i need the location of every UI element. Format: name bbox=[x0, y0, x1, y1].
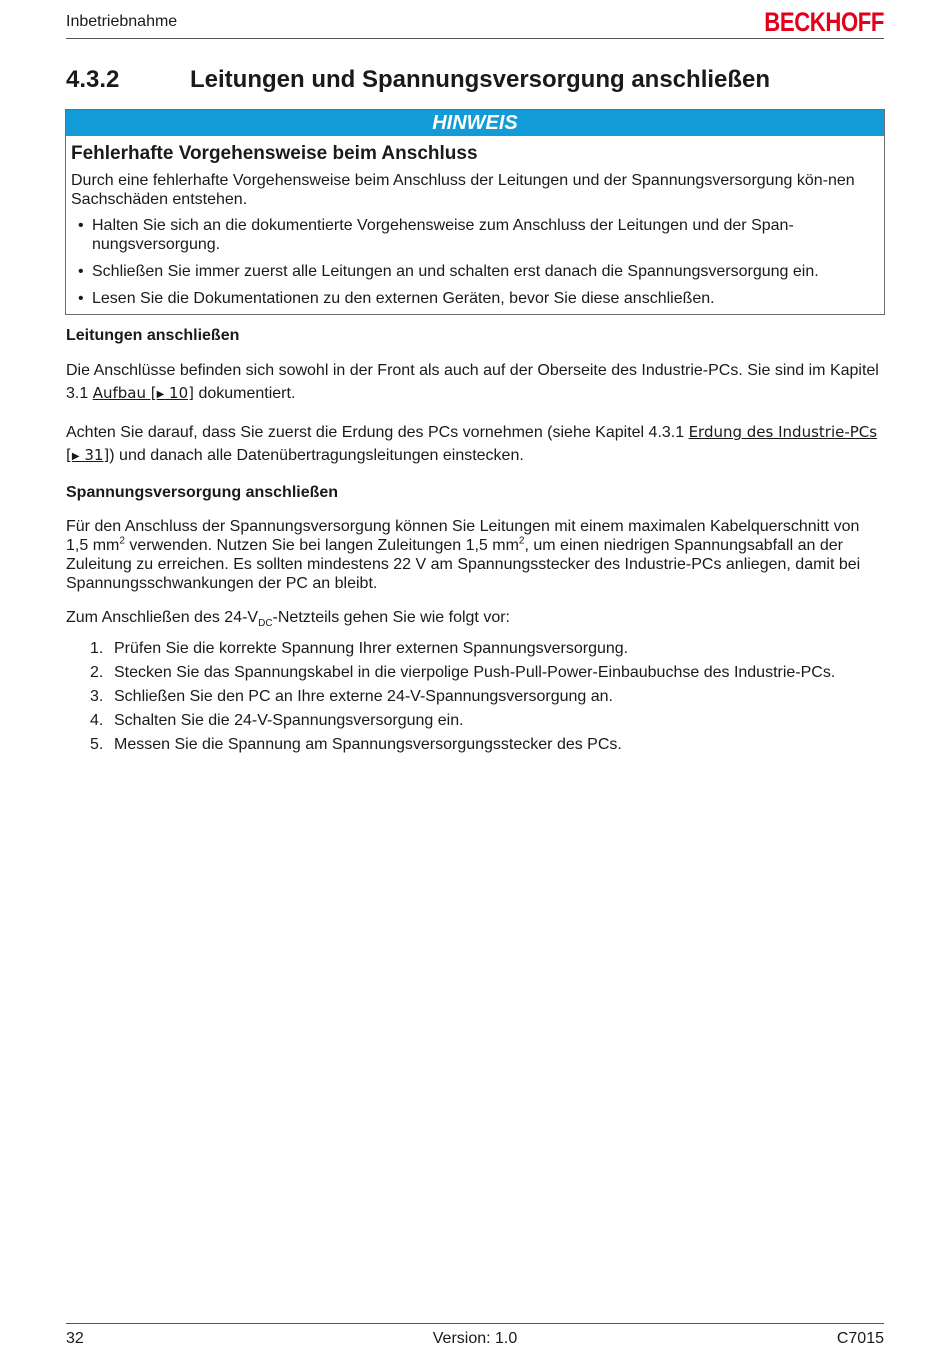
notice-bullet-text: Schließen Sie immer zuerst alle Leitungen an und schalten erst danach die Spannungsversorgung ein. bbox=[92, 263, 819, 280]
notice-list bbox=[71, 216, 879, 308]
step-text: Stecken Sie das Spannungskabel in die vierpolige Push-Pull-Power-Einbaubuchse des Industrie-PCs. bbox=[114, 664, 836, 681]
notice-text: Durch eine fehlerhafte Vorgehensweise beim Anschluss der Leitungen und der Spannungsversorgung kön-nen Sachschäden entstehen. bbox=[71, 172, 855, 208]
link-page[interactable]: 31] bbox=[79, 446, 110, 464]
link-text[interactable]: Erdung des Industrie-PCs [ bbox=[66, 423, 878, 464]
text: -Netzteils gehen Sie wie folgt vor: bbox=[272, 609, 510, 626]
paragraph-anschluesse bbox=[66, 360, 886, 406]
paragraph-intro bbox=[66, 608, 886, 630]
step-item bbox=[66, 639, 886, 658]
steps-list bbox=[66, 639, 886, 754]
bullet-icon: • bbox=[78, 263, 84, 280]
step-item bbox=[66, 687, 886, 706]
step-text: Prüfen Sie die korrekte Spannung Ihrer externen Spannungsversorgung. bbox=[114, 640, 629, 657]
step-number: 5. bbox=[90, 736, 104, 753]
page-number: 32 bbox=[66, 1330, 84, 1347]
link-text[interactable]: Aufbau [ bbox=[92, 384, 157, 402]
bullet-icon: • bbox=[78, 217, 84, 234]
page-footer bbox=[66, 1323, 884, 1354]
step-number: 2. bbox=[90, 664, 104, 681]
document-version: Version: 1.0 bbox=[432, 1330, 518, 1347]
subheading-spannung: Spannungsversorgung anschließen bbox=[66, 484, 339, 501]
triangle-right-icon[interactable]: ▶ bbox=[71, 451, 80, 462]
text: Achten Sie darauf, dass Sie zuerst die Erdung des PCs vornehmen (siehe Kapitel 4.3.1 bbox=[66, 424, 689, 441]
notice-body bbox=[66, 136, 884, 308]
step-text: Messen Sie die Spannung am Spannungsversorgungsstecker des PCs. bbox=[114, 736, 622, 753]
step-number: 1. bbox=[90, 640, 104, 657]
superscript: 2 bbox=[119, 535, 125, 547]
notice-banner: HINWEIS bbox=[66, 110, 884, 136]
notice-bullet bbox=[71, 216, 879, 254]
notice-bullet bbox=[71, 289, 879, 308]
superscript: 2 bbox=[518, 535, 525, 547]
product-code: C7015 bbox=[836, 1330, 884, 1347]
link-page[interactable]: 10] bbox=[164, 384, 194, 402]
step-number: 3. bbox=[90, 688, 104, 705]
paragraph-kabelquerschnitt bbox=[66, 517, 886, 593]
header-section-title: Inbetriebnahme bbox=[66, 13, 178, 30]
step-text: Schalten Sie die 24-V-Spannungsversorgung ein. bbox=[114, 712, 464, 729]
bullet-icon: • bbox=[78, 290, 84, 307]
step-item bbox=[66, 711, 886, 730]
step-item bbox=[66, 663, 886, 682]
section-number: 4.3.2 bbox=[66, 66, 120, 93]
notice-title: Fehlerhafte Vorgehensweise beim Anschluss bbox=[71, 143, 478, 164]
subheading-leitungen: Leitungen anschließen bbox=[66, 327, 240, 344]
text: Zum Anschließen des 24-V bbox=[66, 609, 259, 626]
step-number: 4. bbox=[90, 712, 104, 729]
link-aufbau[interactable] bbox=[93, 384, 194, 402]
section-title: Leitungen und Spannungsversorgung anschließen bbox=[190, 66, 771, 93]
notice-bullet-text: Lesen Sie die Dokumentationen zu den externen Geräten, bevor Sie diese anschließen. bbox=[92, 290, 715, 307]
main-content bbox=[66, 326, 886, 759]
triangle-right-icon[interactable]: ▶ bbox=[156, 389, 165, 400]
text: Die Anschlüsse befinden sich sowohl in der Front als auch auf der Oberseite des Industrie-PCs. Sie sind im Kapitel 3.1 bbox=[66, 362, 879, 402]
step-item bbox=[66, 735, 886, 754]
text: , um einen niedrigen Spannungsabfall an der Zuleitung zu erreichen. Es sollten mindestens 22 V am Spannungsstecker des Industrie-PCs anliegen, damit bei Spannungsschwankungen der PC an bleibt. bbox=[66, 537, 861, 592]
beckhoff-logo: BECKHOFF bbox=[764, 7, 884, 37]
notice-bullet-text: Halten Sie sich an die dokumentierte Vorgehensweise zum Anschluss der Leitungen und der Span-nungsversorgung. bbox=[92, 217, 794, 253]
text: ) und danach alle Datenübertragungsleitungen einstecken. bbox=[109, 447, 524, 464]
step-text: Schließen Sie den PC an Ihre externe 24-V-Spannungsversorgung an. bbox=[114, 688, 613, 705]
page-header bbox=[66, 8, 884, 39]
notice-bullet bbox=[71, 262, 879, 281]
notice-box bbox=[65, 109, 885, 315]
text: Für den Anschluss der Spannungsversorgung können Sie Leitungen mit einem maximalen Kabelquerschnitt von 1,5 mm bbox=[66, 518, 860, 554]
subscript: DC bbox=[258, 618, 273, 630]
text: dokumentiert. bbox=[194, 385, 296, 402]
text: verwenden. Nutzen Sie bei langen Zuleitungen 1,5 mm bbox=[124, 537, 519, 554]
section-heading bbox=[66, 66, 770, 94]
paragraph-erdung bbox=[66, 421, 886, 468]
